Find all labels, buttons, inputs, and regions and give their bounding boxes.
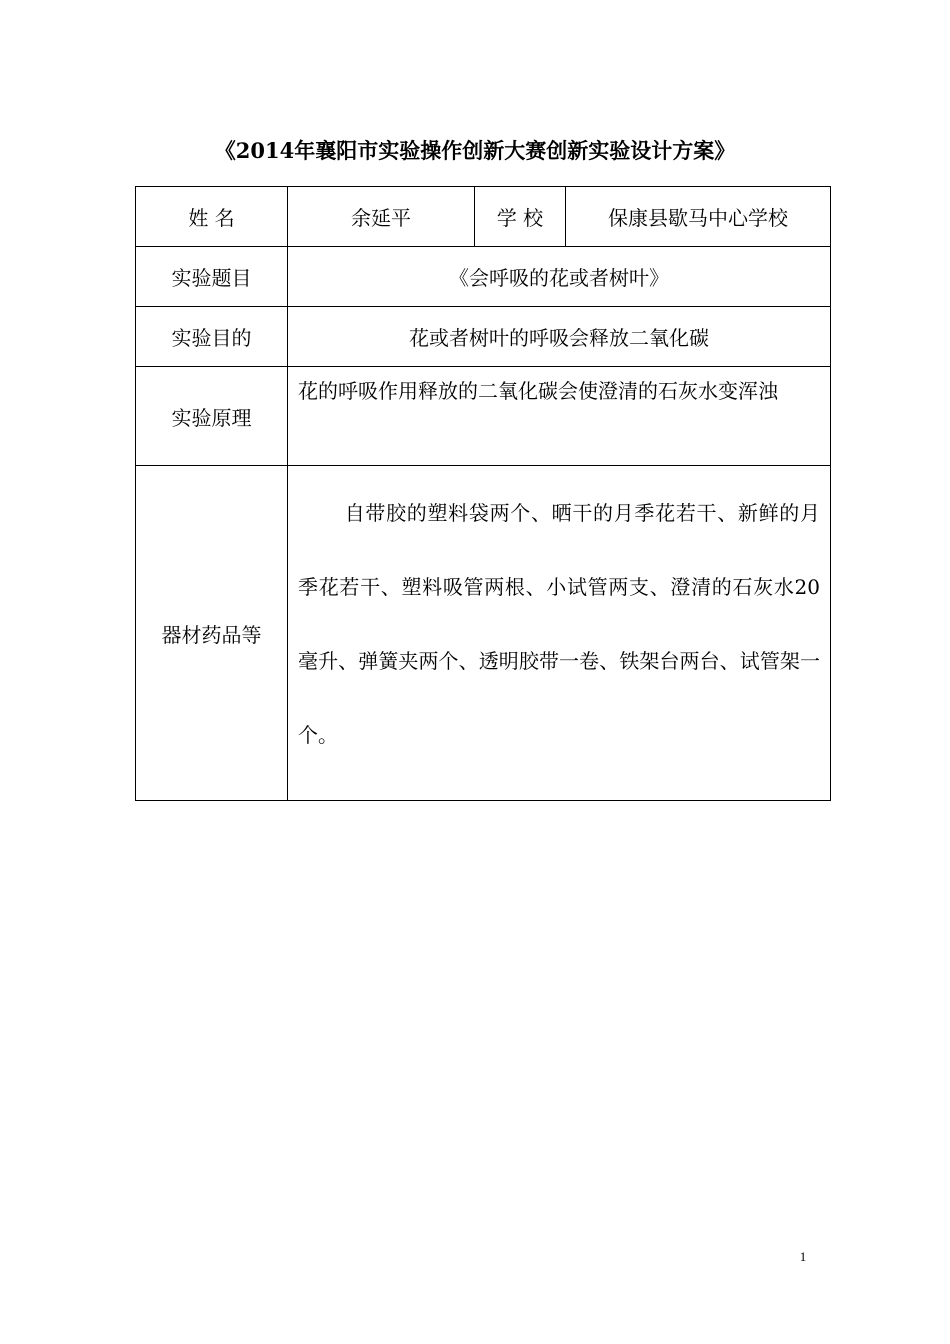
materials-value: 自带胶的塑料袋两个、晒干的月季花若干、新鲜的月季花若干、塑料吸管两根、小试管两支、澄清的石灰水20毫升、弹簧夹两个、透明胶带一卷、铁架台两台、试管架一个。 [298, 501, 820, 747]
materials-label: 器材药品等 [136, 466, 288, 801]
principle-value: 花的呼吸作用释放的二氧化碳会使澄清的石灰水变浑浊 [288, 367, 831, 466]
materials-cell [288, 466, 831, 801]
principle-label: 实验原理 [136, 367, 288, 466]
row-topic [136, 247, 831, 307]
topic-label: 实验题目 [136, 247, 288, 307]
topic-value: 《会呼吸的花或者树叶》 [288, 247, 831, 307]
page-number: 1 [799, 1249, 807, 1264]
school-value: 保康县歇马中心学校 [566, 187, 831, 247]
row-materials [136, 466, 831, 801]
purpose-value: 花或者树叶的呼吸会释放二氧化碳 [288, 307, 831, 367]
row-name-school [136, 187, 831, 247]
name-value: 余延平 [288, 187, 475, 247]
row-purpose [136, 307, 831, 367]
row-principle [136, 367, 831, 466]
experiment-design-table [135, 186, 831, 801]
purpose-label: 实验目的 [136, 307, 288, 367]
school-label: 学 校 [475, 187, 566, 247]
name-label: 姓 名 [136, 187, 288, 247]
document-title: 《2014年襄阳市实验操作创新大赛创新实验设计方案》 [214, 138, 736, 163]
